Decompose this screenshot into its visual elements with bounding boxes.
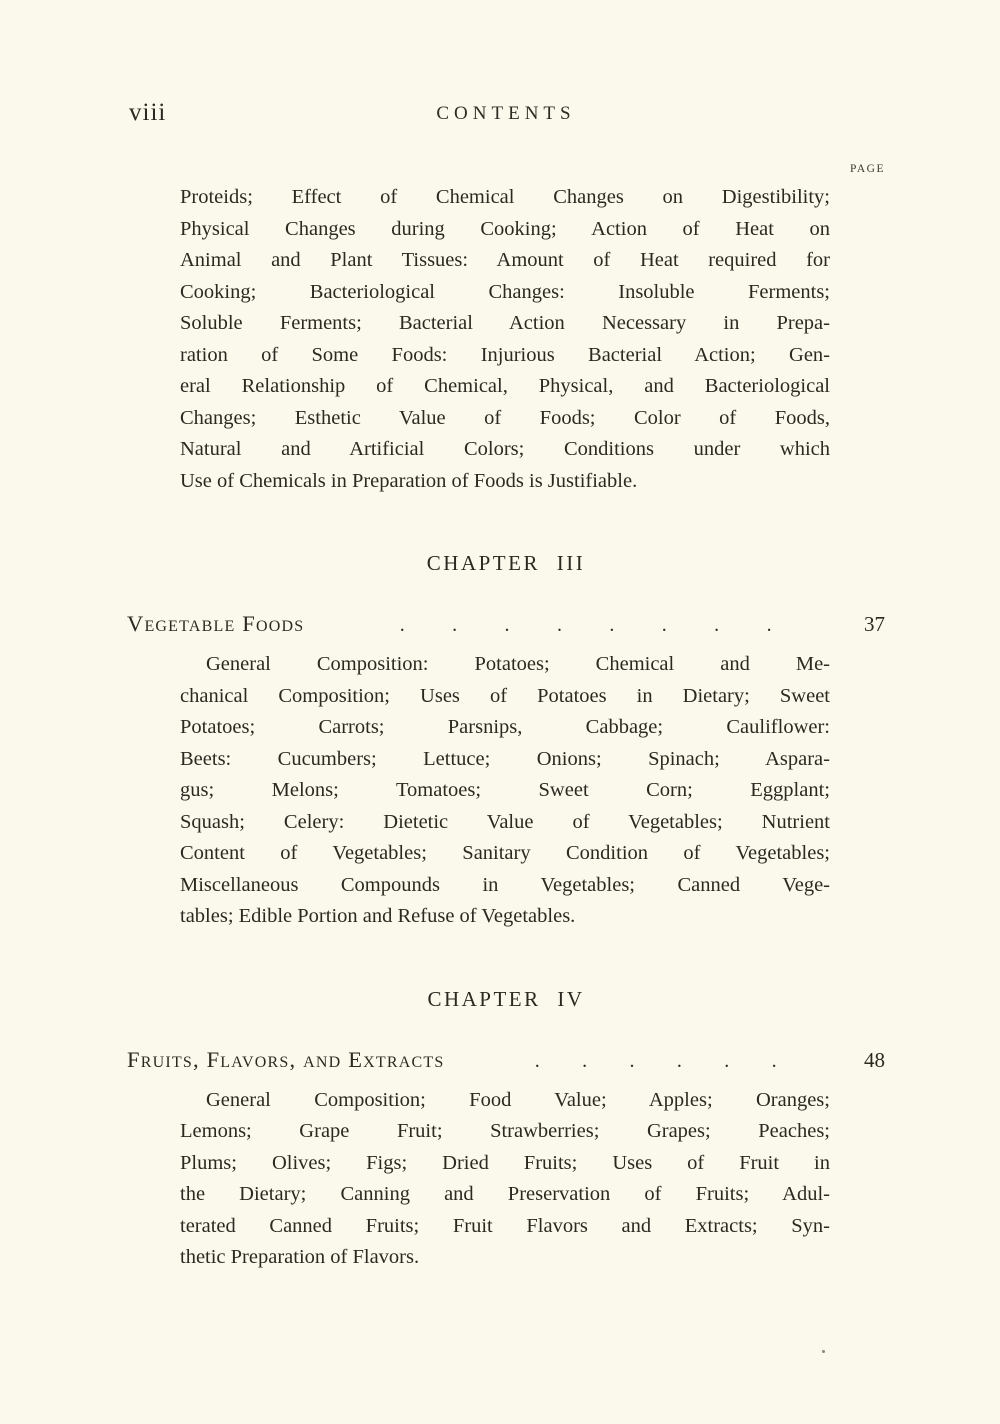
toc-entry-page-number: 37 [864,612,885,636]
toc-paragraph-line: Squash; Celery: Dietetic Value of Vegetables; Nutrient [180,810,830,833]
toc-paragraph [180,1085,830,1274]
leader-dot: . [399,614,405,636]
toc-paragraph-line: Plums; Olives; Figs; Dried Fruits; Uses of Fruit in [180,1151,830,1174]
toc-paragraph-line: Content of Vegetables; Sanitary Condition of Vegetables; [180,842,830,864]
toc-entry [127,608,885,641]
leader-dots [444,1045,841,1077]
leader-dot: . [582,1049,588,1072]
toc-paragraph-line: General Composition; Food Value; Apples; Oranges; [206,1088,830,1111]
leader-dot: . [676,1049,682,1072]
leader-dot: . [724,1049,730,1072]
running-head: CONTENTS [436,103,576,124]
toc-paragraph-line: Lemons; Grape Fruit; Strawberries; Grapes; Peaches; [180,1120,830,1142]
toc-paragraph-line: Use of Chemicals in Preparation of Foods is Justifiable. [180,469,638,492]
leader-dot: . [556,614,562,636]
toc-paragraph-line: Soluble Ferments; Bacterial Action Necessary in Prepa- [180,312,830,334]
toc-entry-page-number: 48 [864,1047,885,1072]
toc-paragraph-line: General Composition: Potatoes; Chemical and Me- [206,653,830,675]
leader-dot: . [771,1049,777,1072]
leader-dot: . [609,614,615,636]
toc-paragraph-line: gus; Melons; Tomatoes; Sweet Corn; Eggplant; [180,779,830,801]
toc-paragraph-line: Proteids; Effect of Chemical Changes on Digestibility; [180,186,830,208]
folio-number: viii [129,99,167,126]
leader-dot: . [534,1049,540,1072]
toc-paragraph-line: Cooking; Bacteriological Changes: Insoluble Ferments; [180,280,830,303]
page-header [127,97,885,133]
toc-paragraph-line: terated Canned Fruits; Fruit Flavors and Extracts; Syn- [180,1214,830,1237]
toc-paragraph-line: Changes; Esthetic Value of Foods; Color of Foods, [180,406,830,429]
page-column-label: PAGE [850,163,885,175]
scan-artifact-dot [822,1350,825,1353]
leader-dot: . [629,1049,635,1072]
toc-paragraph-line: tables; Edible Portion and Refuse of Vegetables. [180,905,576,927]
leader-dot: . [766,614,772,636]
toc-paragraph-line: ration of Some Foods: Injurious Bacterial Action; Gen- [180,343,830,366]
toc-paragraph-line: Natural and Artificial Colors; Conditions under which [180,438,830,460]
toc-paragraph-line: Beets: Cucumbers; Lettuce; Onions; Spinach; Aspara- [180,747,830,770]
toc-content [127,182,885,1274]
leader-dot: . [452,614,458,636]
toc-entry [127,1044,885,1077]
leader-dots [304,609,841,641]
toc-paragraph-line: Potatoes; Carrots; Parsnips, Cabbage; Cauliflower: [180,716,830,738]
toc-entry-title: Fruits, Flavors, and Extracts [127,1046,445,1072]
toc-paragraph-line: Animal and Plant Tissues: Amount of Heat required for [180,249,830,271]
toc-paragraph-line: thetic Preparation of Flavors. [180,1246,420,1268]
toc-paragraph-line: chanical Composition; Uses of Potatoes in Dietary; Sweet [180,684,830,707]
toc-paragraph-line: Miscellaneous Compounds in Vegetables; Canned Vege- [180,873,830,896]
toc-paragraph-line: Physical Changes during Cooking; Action of Heat on [180,217,830,240]
toc-entry-title: Vegetable Foods [127,611,305,636]
book-page [127,0,885,1274]
leader-dot: . [504,614,510,636]
chapter-heading: CHAPTER IV [427,986,585,1011]
toc-paragraph-line: the Dietary; Canning and Preservation of Fruits; Adul- [180,1183,830,1205]
chapter-heading: CHAPTER III [426,551,586,575]
toc-paragraph [180,649,830,933]
leader-dot: . [714,614,720,636]
toc-paragraph-line: eral Relationship of Chemical, Physical, and Bacteriological [180,375,830,397]
toc-paragraph [180,182,830,497]
leader-dot: . [661,614,667,636]
